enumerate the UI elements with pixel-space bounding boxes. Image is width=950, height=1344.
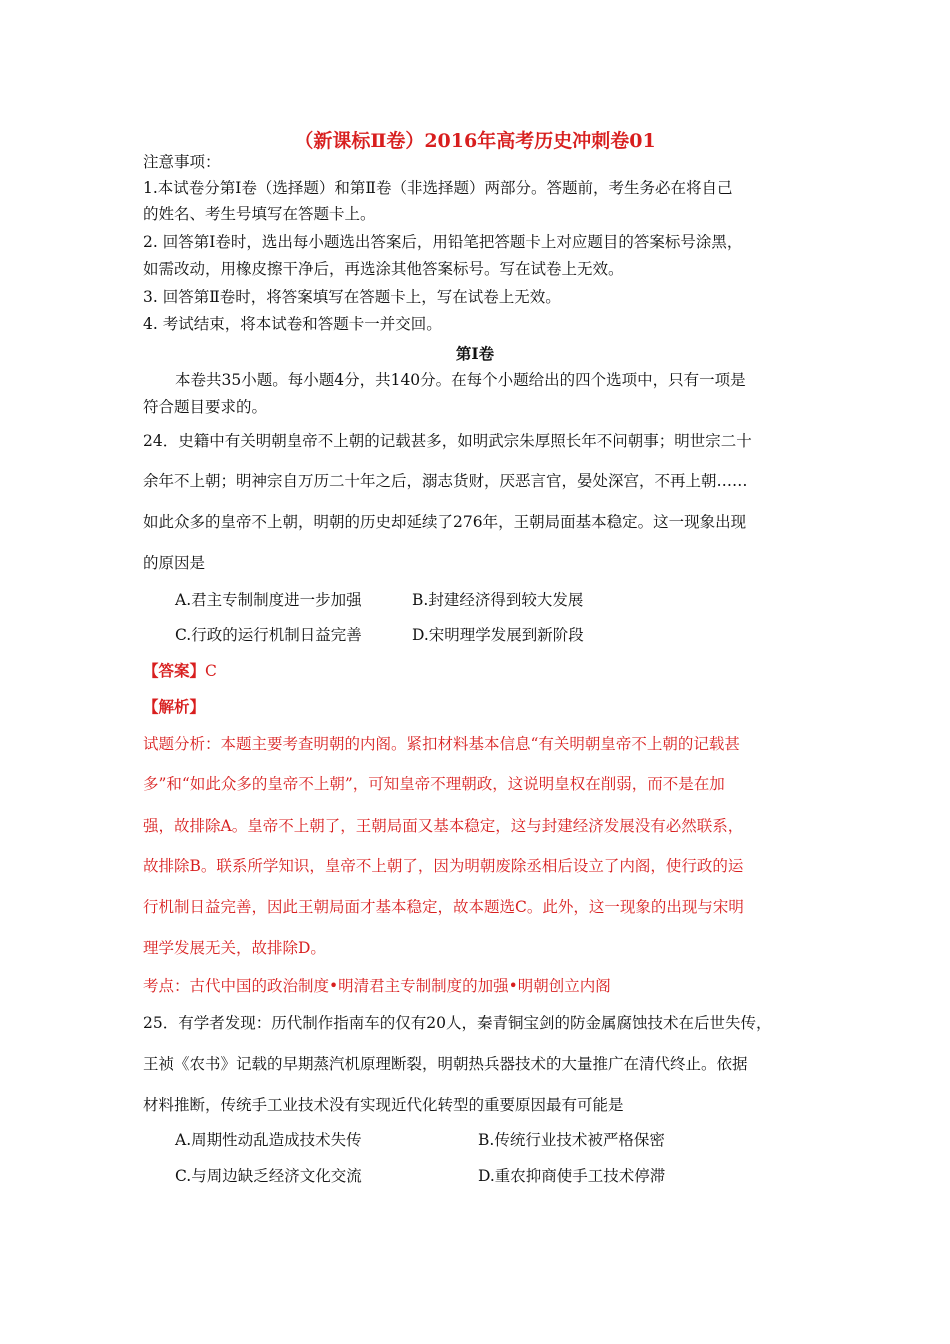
answer-label: 【答案】 (143, 661, 206, 680)
q24-analysis-line: 行机制日益完善，因此王朝局面才基本稳定，故本题选C。此外，这一现象的出现与宋明 (143, 898, 744, 916)
notice-line: 的姓名、考生号填写在答题卡上。 (143, 205, 376, 223)
section-intro: 符合题目要求的。 (143, 398, 268, 416)
notice-line: 4. 考试结束，将本试卷和答题卡一并交回。 (143, 315, 442, 333)
q25-stem-line: 王祯《农书》记载的早期蒸汽机原理断裂，明朝热兵器技术的大量推广在清代终止。依据 (143, 1055, 748, 1073)
q25-option-b: B.传统行业技术被严格保密 (478, 1131, 665, 1149)
notice-line: 1.本试卷分第Ⅰ卷（选择题）和第Ⅱ卷（非选择题）两部分。答题前，考生务必在将自己 (143, 179, 733, 197)
q24-option-b: B.封建经济得到较大发展 (412, 591, 584, 609)
answer-value: C (205, 662, 217, 680)
q24-analysis-line: 强，故排除A。皇帝不上朝了，王朝局面又基本稳定，这与封建经济发展没有必然联系， (143, 817, 744, 835)
q24-answer (143, 661, 217, 681)
q24-analysis-line: 试题分析：本题主要考查明朝的内阁。紧扣材料基本信息“有关明朝皇帝不上朝的记载甚 (143, 735, 740, 753)
section-intro: 本卷共35小题。每小题4分，共140分。在每个小题给出的四个选项中，只有一项是 (175, 371, 746, 389)
notice-line: 2. 回答第Ⅰ卷时，选出每小题选出答案后，用铅笔把答题卡上对应题目的答案标号涂黑， (143, 233, 743, 251)
q25-stem-line: 材料推断，传统手工业技术没有实现近代化转型的重要原因最有可能是 (143, 1096, 624, 1114)
q25-option-a: A.周期性动乱造成技术失传 (175, 1131, 362, 1149)
notice-heading: 注意事项： (143, 153, 221, 171)
q25-stem-line: 25．有学者发现：历代制作指南车的仅有20人，秦青铜宝剑的防金属腐蚀技术在后世失传， (143, 1014, 772, 1032)
page-title: （新课标Ⅱ卷）2016年高考历史冲刺卷01 (294, 130, 656, 152)
q24-analysis-line: 故排除B。联系所学知识，皇帝不上朝了，因为明朝废除丞相后设立了内阁，使行政的运 (143, 857, 744, 875)
q24-analysis-line: 理学发展无关，故排除D。 (143, 939, 326, 957)
q24-option-c: C.行政的运行机制日益完善 (175, 626, 362, 644)
q24-stem-line: 的原因是 (143, 554, 206, 572)
q24-stem-line: 如此众多的皇帝不上朝，明朝的历史却延续了276年，王朝局面基本稳定。这一现象出现 (143, 513, 747, 531)
section-heading: 第Ⅰ卷 (455, 344, 495, 363)
q24-option-a: A.君主专制制度进一步加强 (175, 591, 362, 609)
q24-stem-line: 24．史籍中有关明朝皇帝不上朝的记载甚多，如明武宗朱厚照长年不问朝事；明世宗二十 (143, 432, 752, 450)
q24-stem-line: 余年不上朝；明神宗自万历二十年之后，溺志货财，厌恶言官，晏处深宫，不再上朝…… (143, 472, 748, 490)
q24-analysis-line: 多”和“如此众多的皇帝不上朝”，可知皇帝不理朝政，这说明皇权在削弱，而不是在加 (143, 775, 725, 793)
q24-analysis-label: 【解析】 (143, 697, 206, 716)
q24-option-d: D.宋明理学发展到新阶段 (412, 626, 584, 644)
notice-line: 如需改动，用橡皮擦干净后，再选涂其他答案标号。写在试卷上无效。 (143, 260, 624, 278)
q25-option-c: C.与周边缺乏经济文化交流 (175, 1167, 362, 1185)
q25-option-d: D.重农抑商使手工技术停滞 (478, 1167, 666, 1185)
notice-line: 3. 回答第Ⅱ卷时，将答案填写在答题卡上，写在试卷上无效。 (143, 288, 561, 306)
q24-keypoint: 考点：古代中国的政治制度•明清君主专制制度的加强•明朝创立内阁 (143, 977, 611, 995)
